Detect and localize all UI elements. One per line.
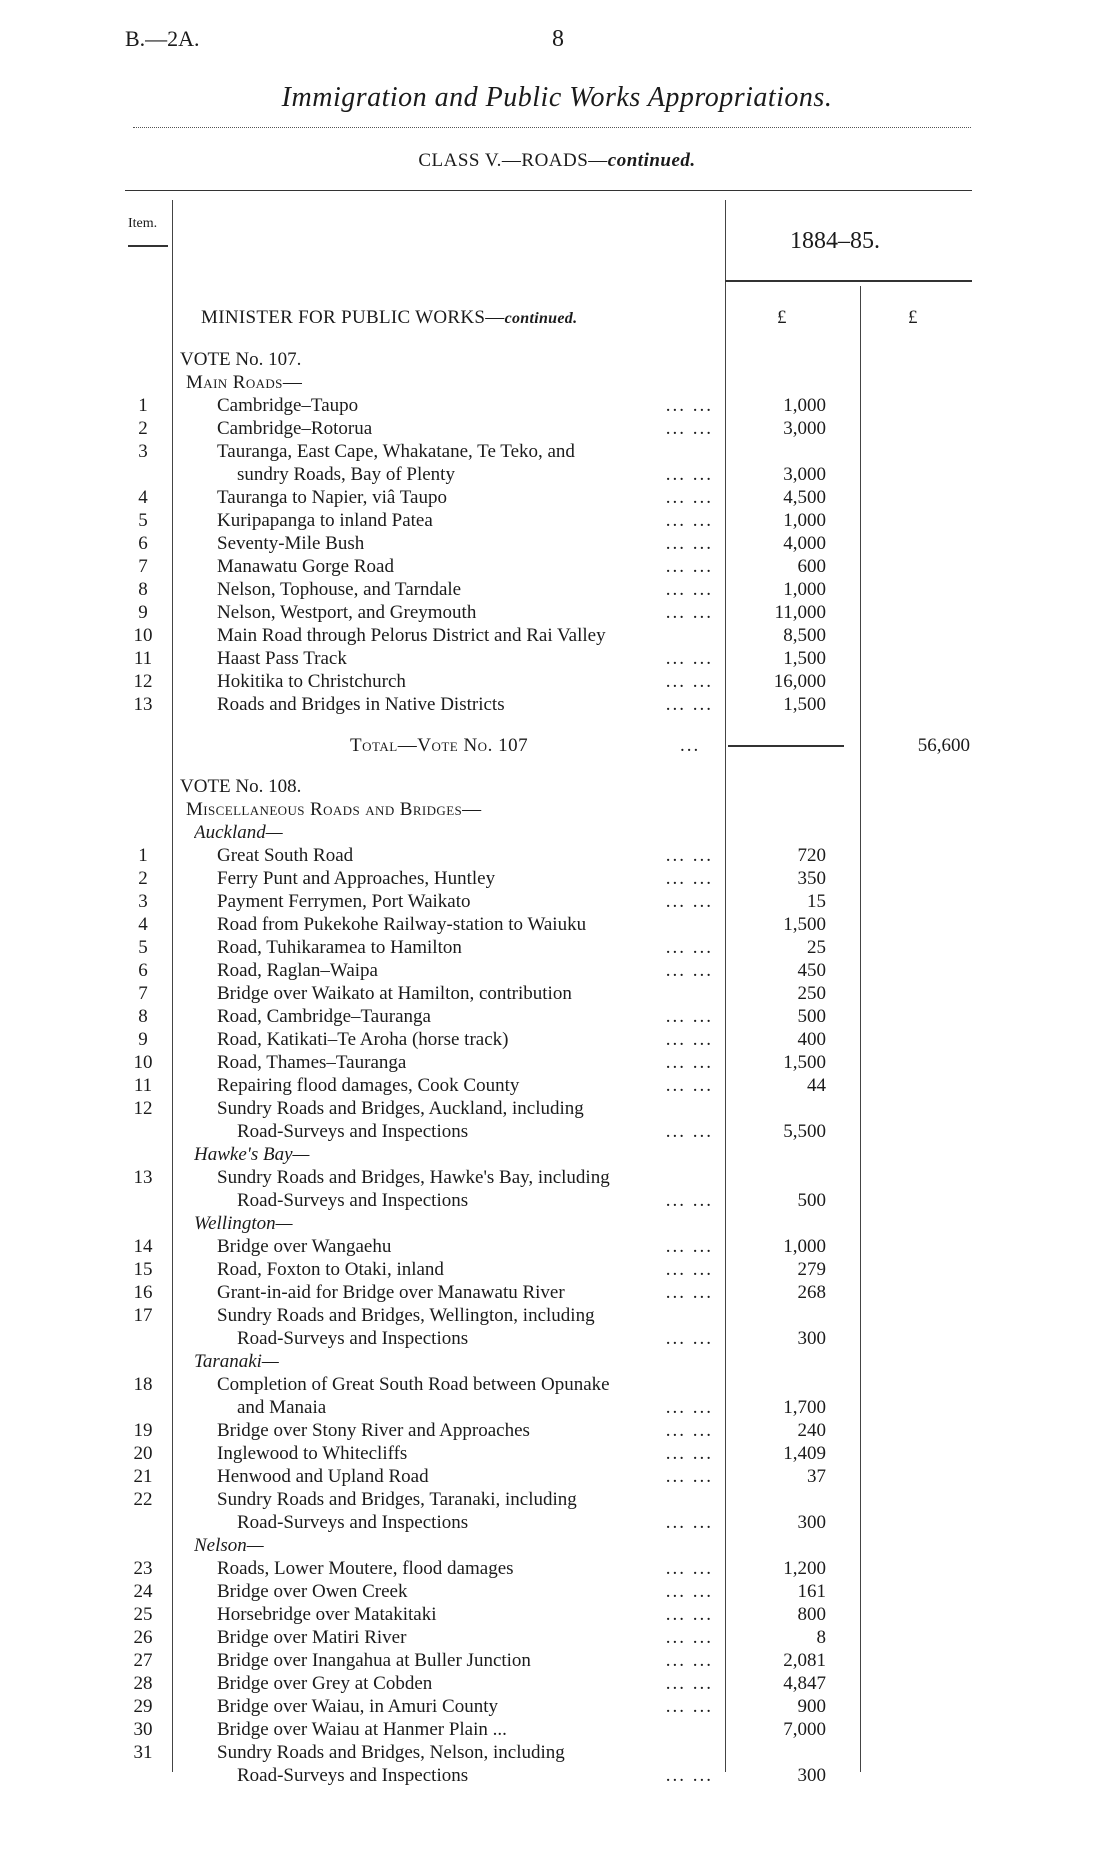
item-number: 31 xyxy=(133,1742,153,1763)
region-heading xyxy=(0,1534,1114,1557)
item-column-header: Item. xyxy=(128,216,158,231)
item-amount: 37 xyxy=(807,1466,826,1487)
table-row xyxy=(0,1649,1114,1672)
leader-dots: ... ... xyxy=(665,510,713,531)
item-number: 1 xyxy=(138,845,148,866)
item-number: 5 xyxy=(138,510,148,531)
leader-dots: ... ... xyxy=(665,1673,713,1694)
leader-dots: ... ... xyxy=(665,1259,713,1280)
leader-dots: ... ... xyxy=(665,1006,713,1027)
leader-dots: ... ... xyxy=(665,418,713,439)
item-amount: 240 xyxy=(797,1420,826,1441)
item-amount: 11,000 xyxy=(774,602,826,623)
item-number: 14 xyxy=(133,1236,153,1257)
table-row xyxy=(0,1419,1114,1442)
table-row xyxy=(0,982,1114,1005)
item-description: Bridge over Waiau at Hanmer Plain ... xyxy=(217,1719,507,1740)
table-row xyxy=(0,1051,1114,1074)
item-number: 28 xyxy=(133,1673,153,1694)
item-number: 10 xyxy=(133,1052,153,1073)
item-description: Bridge over Matiri River xyxy=(217,1627,407,1648)
item-description: Bridge over Grey at Cobden xyxy=(217,1673,433,1694)
item-amount: 500 xyxy=(797,1006,826,1027)
table-row xyxy=(0,1189,1114,1212)
table-row xyxy=(0,693,1114,716)
item-number: 20 xyxy=(133,1443,153,1464)
leader-dots: ... ... xyxy=(665,960,713,981)
table-row xyxy=(0,1764,1114,1787)
table-row xyxy=(0,647,1114,670)
item-number: 17 xyxy=(133,1305,153,1326)
item-number: 9 xyxy=(138,1029,148,1050)
item-number: 12 xyxy=(133,1098,153,1119)
leader-dots: ... ... xyxy=(665,1466,713,1487)
category-heading xyxy=(0,798,1114,821)
leader-dots: ... ... xyxy=(665,1696,713,1717)
item-number: 29 xyxy=(133,1696,153,1717)
item-number: 1 xyxy=(138,395,148,416)
table-row xyxy=(0,1166,1114,1189)
item-description: Sundry Roads and Bridges, Wellington, including xyxy=(217,1305,595,1326)
item-amount: 4,500 xyxy=(783,487,826,508)
leader-dots: ... ... xyxy=(665,671,713,692)
item-amount: 600 xyxy=(797,556,826,577)
table-row xyxy=(0,1281,1114,1304)
item-number: 6 xyxy=(138,533,148,554)
table-row xyxy=(0,1741,1114,1764)
table-row xyxy=(0,913,1114,936)
item-number: 2 xyxy=(138,418,148,439)
leader-dots: ... ... xyxy=(665,1650,713,1671)
leader-dots: ... ... xyxy=(665,1604,713,1625)
table-row xyxy=(0,417,1114,440)
item-number: 22 xyxy=(133,1489,153,1510)
item-amount: 4,000 xyxy=(783,533,826,554)
year-header-rule xyxy=(725,280,972,282)
item-number: 11 xyxy=(133,648,153,669)
item-description: Road, Katikati–Te Aroha (horse track) xyxy=(217,1029,509,1050)
table-row xyxy=(0,1120,1114,1143)
item-description: Road from Pukekohe Railway-station to Waiuku xyxy=(217,914,587,935)
table-row xyxy=(0,1396,1114,1419)
item-description: Road, Foxton to Otaki, inland xyxy=(217,1259,444,1280)
item-number: 6 xyxy=(138,960,148,981)
table-row xyxy=(0,509,1114,532)
item-amount: 450 xyxy=(797,960,826,981)
table-row xyxy=(0,936,1114,959)
item-amount: 1,409 xyxy=(783,1443,826,1464)
item-description: Road, Thames–Tauranga xyxy=(217,1052,407,1073)
item-description: Road-Surveys and Inspections xyxy=(237,1512,469,1533)
table-row xyxy=(0,532,1114,555)
table-row xyxy=(0,1695,1114,1718)
table-row xyxy=(0,1672,1114,1695)
table-row xyxy=(0,1488,1114,1511)
item-description: Cambridge–Taupo xyxy=(217,395,359,416)
item-amount: 25 xyxy=(807,937,826,958)
region-heading xyxy=(0,1350,1114,1373)
table-row xyxy=(0,440,1114,463)
leader-dots: ... ... xyxy=(665,845,713,866)
item-amount: 7,000 xyxy=(783,1719,826,1740)
page-title: Immigration and Public Works Appropriations. xyxy=(281,82,833,113)
item-amount: 1,200 xyxy=(783,1558,826,1579)
table-row xyxy=(0,463,1114,486)
item-description: Roads, Lower Moutere, flood damages xyxy=(217,1558,514,1579)
item-amount: 720 xyxy=(797,845,826,866)
table-row xyxy=(0,1465,1114,1488)
leader-dots: ... ... xyxy=(665,395,713,416)
table-row xyxy=(0,1511,1114,1534)
item-description: Haast Pass Track xyxy=(217,648,347,669)
item-number: 15 xyxy=(133,1259,153,1280)
item-amount: 1,500 xyxy=(783,648,826,669)
item-number: 23 xyxy=(133,1558,153,1579)
leader-dots: ... ... xyxy=(665,1075,713,1096)
item-amount: 1,000 xyxy=(783,395,826,416)
leader-dots: ... ... xyxy=(665,1328,713,1349)
item-number: 5 xyxy=(138,937,148,958)
item-number: 9 xyxy=(138,602,148,623)
vote-heading xyxy=(0,775,1114,798)
item-number: 4 xyxy=(138,487,148,508)
item-amount: 1,500 xyxy=(783,1052,826,1073)
item-description: sundry Roads, Bay of Plenty xyxy=(237,464,455,485)
leader-dots: ... ... xyxy=(665,556,713,577)
item-description: Road-Surveys and Inspections xyxy=(237,1121,469,1142)
leader-dots: ... ... xyxy=(665,1236,713,1257)
item-description: Hokitika to Christchurch xyxy=(217,671,406,692)
item-description: Sundry Roads and Bridges, Auckland, including xyxy=(217,1098,584,1119)
item-amount: 2,081 xyxy=(783,1650,826,1671)
leader-dots: ... ... xyxy=(665,1397,713,1418)
item-amount: 5,500 xyxy=(783,1121,826,1142)
item-amount: 1,000 xyxy=(783,510,826,531)
item-description: Sundry Roads and Bridges, Hawke's Bay, including xyxy=(217,1167,610,1188)
leader-dots: ... ... xyxy=(665,937,713,958)
currency-symbol-items: £ xyxy=(777,307,787,328)
table-row xyxy=(0,1442,1114,1465)
item-description: Nelson, Westport, and Greymouth xyxy=(217,602,477,623)
leader-dots: ... ... xyxy=(665,464,713,485)
year-header: 1884–85. xyxy=(790,228,880,254)
item-description: Ferry Punt and Approaches, Huntley xyxy=(217,868,496,889)
leader-dots: ... ... xyxy=(665,1052,713,1073)
item-description: Inglewood to Whitecliffs xyxy=(217,1443,408,1464)
item-description: Repairing flood damages, Cook County xyxy=(217,1075,520,1096)
table-row xyxy=(0,867,1114,890)
item-amount: 400 xyxy=(797,1029,826,1050)
table-row xyxy=(0,1718,1114,1741)
table-row xyxy=(0,1557,1114,1580)
table-row xyxy=(0,601,1114,624)
item-amount: 500 xyxy=(797,1190,826,1211)
item-description: Road-Surveys and Inspections xyxy=(237,1765,469,1786)
item-number: 27 xyxy=(133,1650,153,1671)
item-amount: 300 xyxy=(797,1765,826,1786)
item-description: Bridge over Wangaehu xyxy=(217,1236,392,1257)
leader-dots: ... ... xyxy=(665,1581,713,1602)
item-amount: 1,700 xyxy=(783,1397,826,1418)
item-amount: 300 xyxy=(797,1512,826,1533)
item-description: Bridge over Stony River and Approaches xyxy=(217,1420,530,1441)
item-amount: 279 xyxy=(797,1259,826,1280)
item-amount: 15 xyxy=(807,891,826,912)
table-row xyxy=(0,1028,1114,1051)
item-amount: 350 xyxy=(797,868,826,889)
table-row xyxy=(0,394,1114,417)
item-description: Sundry Roads and Bridges, Taranaki, including xyxy=(217,1489,577,1510)
item-description: Sundry Roads and Bridges, Nelson, including xyxy=(217,1742,565,1763)
region-heading xyxy=(0,821,1114,844)
leader-dots: ... ... xyxy=(665,694,713,715)
category-title: Main Roads— xyxy=(186,372,303,393)
region-title: Auckland— xyxy=(194,822,283,843)
item-description: Seventy-Mile Bush xyxy=(217,533,365,554)
table-row xyxy=(0,1580,1114,1603)
item-description: and Manaia xyxy=(237,1397,327,1418)
item-number: 3 xyxy=(138,891,148,912)
total-amount: 56,600 xyxy=(917,735,970,756)
item-description: Completion of Great South Road between Opunake xyxy=(217,1374,610,1395)
total-row xyxy=(0,734,1114,757)
item-number: 8 xyxy=(138,579,148,600)
leader-dots: ... ... xyxy=(665,1420,713,1441)
region-title: Wellington— xyxy=(194,1213,293,1234)
item-amount: 3,000 xyxy=(783,418,826,439)
table-row xyxy=(0,1327,1114,1350)
item-description: Great South Road xyxy=(217,845,354,866)
leader-dots: ... ... xyxy=(665,1627,713,1648)
region-title: Taranaki— xyxy=(194,1351,279,1372)
item-number: 4 xyxy=(138,914,148,935)
table-row xyxy=(0,578,1114,601)
leader-dots: ... ... xyxy=(665,1558,713,1579)
currency-symbol-totals: £ xyxy=(908,307,918,328)
item-amount: 44 xyxy=(807,1075,826,1096)
item-amount: 16,000 xyxy=(773,671,826,692)
item-description: Bridge over Inangahua at Buller Junction xyxy=(217,1650,531,1671)
leader-dots: ... ... xyxy=(665,891,713,912)
item-description: Main Road through Pelorus District and Rai Valley xyxy=(217,625,606,646)
leader-dots: ... ... xyxy=(665,1765,713,1786)
item-description: Cambridge–Rotorua xyxy=(217,418,373,439)
item-description: Road-Surveys and Inspections xyxy=(237,1190,469,1211)
category-heading xyxy=(0,371,1114,394)
item-description: Tauranga, East Cape, Whakatane, Te Teko, and xyxy=(217,441,575,462)
table-row xyxy=(0,1258,1114,1281)
table-row xyxy=(0,1235,1114,1258)
item-number: 7 xyxy=(138,983,148,1004)
item-description: Bridge over Waiau, in Amuri County xyxy=(217,1696,498,1717)
table-row xyxy=(0,1304,1114,1327)
item-number: 7 xyxy=(138,556,148,577)
table-row xyxy=(0,844,1114,867)
item-header-rule xyxy=(128,245,168,247)
table-row xyxy=(0,670,1114,693)
item-number: 11 xyxy=(133,1075,153,1096)
item-description: Grant-in-aid for Bridge over Manawatu River xyxy=(217,1282,565,1303)
item-description: Road, Tuhikaramea to Hamilton xyxy=(217,937,462,958)
item-number: 2 xyxy=(138,868,148,889)
region-title: Hawke's Bay— xyxy=(194,1144,310,1165)
leader-dots: ... ... xyxy=(665,1029,713,1050)
table-row xyxy=(0,1603,1114,1626)
table-row xyxy=(0,1097,1114,1120)
table-row xyxy=(0,1074,1114,1097)
item-number: 26 xyxy=(133,1627,153,1648)
leader-dots: ... ... xyxy=(665,1512,713,1533)
item-amount: 268 xyxy=(797,1282,826,1303)
item-amount: 8 xyxy=(816,1627,826,1648)
leader-dots: ... ... xyxy=(665,1282,713,1303)
item-description: Roads and Bridges in Native Districts xyxy=(217,694,505,715)
item-amount: 1,000 xyxy=(783,579,826,600)
table-row xyxy=(0,1626,1114,1649)
title-rule xyxy=(133,127,971,128)
leader-dots: ... ... xyxy=(665,487,713,508)
item-description: Road-Surveys and Inspections xyxy=(237,1328,469,1349)
leader-dots: ... ... xyxy=(665,868,713,889)
leader-dots: ... ... xyxy=(665,533,713,554)
table-row xyxy=(0,959,1114,982)
item-description: Henwood and Upland Road xyxy=(217,1466,429,1487)
item-number: 8 xyxy=(138,1006,148,1027)
item-number: 19 xyxy=(133,1420,153,1441)
item-amount: 4,847 xyxy=(783,1673,826,1694)
region-heading xyxy=(0,1143,1114,1166)
table-row xyxy=(0,624,1114,647)
item-number: 18 xyxy=(133,1374,153,1395)
item-amount: 250 xyxy=(797,983,826,1004)
item-description: Nelson, Tophouse, and Tarndale xyxy=(217,579,462,600)
item-description: Bridge over Owen Creek xyxy=(217,1581,408,1602)
leader-dots: ... ... xyxy=(665,1443,713,1464)
minister-heading: MINISTER FOR PUBLIC WORKS—continued. xyxy=(201,307,578,328)
item-amount: 300 xyxy=(797,1328,826,1349)
item-amount: 1,000 xyxy=(783,1236,826,1257)
item-description: Road, Cambridge–Tauranga xyxy=(217,1006,431,1027)
item-number: 3 xyxy=(138,441,148,462)
table-row xyxy=(0,890,1114,913)
leader-dots: ... ... xyxy=(665,1190,713,1211)
item-number: 24 xyxy=(133,1581,153,1602)
page-number: 8 xyxy=(552,26,564,52)
item-number: 21 xyxy=(133,1466,153,1487)
item-amount: 8,500 xyxy=(783,625,826,646)
item-description: Horsebridge over Matakitaki xyxy=(217,1604,437,1625)
item-amount: 3,000 xyxy=(783,464,826,485)
category-title: Miscellaneous Roads and Bridges— xyxy=(186,799,482,820)
vote-title: VOTE No. 107. xyxy=(180,349,302,370)
item-amount: 161 xyxy=(797,1581,826,1602)
item-number: 30 xyxy=(133,1719,153,1740)
item-description: Manawatu Gorge Road xyxy=(217,556,394,577)
leader-dots: ... ... xyxy=(665,1121,713,1142)
item-number: 13 xyxy=(133,694,153,715)
class-title: CLASS V.—ROADS—continued. xyxy=(418,150,696,171)
total-label: Total—Vote No. 107 xyxy=(350,735,529,756)
table-row xyxy=(0,486,1114,509)
leader-dots: ... xyxy=(680,735,701,756)
item-number: 12 xyxy=(133,671,153,692)
item-number: 25 xyxy=(133,1604,153,1625)
item-description: Bridge over Waikato at Hamilton, contribution xyxy=(217,983,572,1004)
table-row xyxy=(0,1373,1114,1396)
leader-dots: ... ... xyxy=(665,579,713,600)
table-top-rule xyxy=(125,190,972,191)
leader-dots: ... ... xyxy=(665,602,713,623)
table-row xyxy=(0,1005,1114,1028)
item-number: 10 xyxy=(133,625,153,646)
item-amount: 900 xyxy=(797,1696,826,1717)
item-description: Payment Ferrymen, Port Waikato xyxy=(217,891,471,912)
item-description: Road, Raglan–Waipa xyxy=(217,960,378,981)
region-heading xyxy=(0,1212,1114,1235)
table-row xyxy=(0,555,1114,578)
item-number: 16 xyxy=(133,1282,153,1303)
document-code: B.—2A. xyxy=(125,26,200,51)
item-amount: 1,500 xyxy=(783,694,826,715)
vote-title: VOTE No. 108. xyxy=(180,776,302,797)
leader-dots: ... ... xyxy=(665,648,713,669)
region-title: Nelson— xyxy=(194,1535,264,1556)
vote-heading xyxy=(0,348,1114,371)
total-rule xyxy=(728,745,844,747)
item-number: 13 xyxy=(133,1167,153,1188)
item-description: Tauranga to Napier, viâ Taupo xyxy=(217,487,447,508)
item-amount: 800 xyxy=(797,1604,826,1625)
item-amount: 1,500 xyxy=(783,914,826,935)
item-description: Kuripapanga to inland Patea xyxy=(217,510,433,531)
